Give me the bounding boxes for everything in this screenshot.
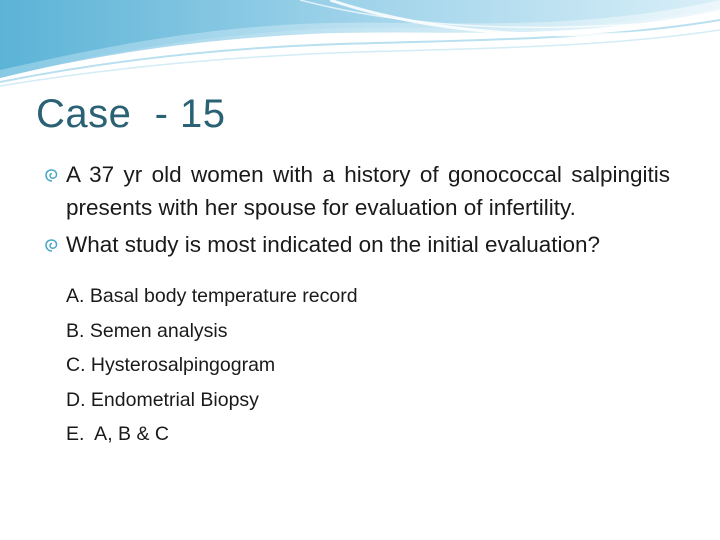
header-wave-decoration [0,0,720,90]
swirl-bullet-icon [44,167,60,183]
option-d: D. Endometrial Biopsy [66,388,259,411]
answer-options [44,279,670,452]
option-a: A. Basal body temperature record [66,285,358,307]
swirl-bullet-icon [44,237,60,253]
bullet-item [44,158,670,224]
option-c: C. Hysterosalpingogram [66,354,276,376]
slide-title: Case - 15 [36,92,226,136]
slide-content [44,158,670,452]
option-b: B. Semen analysis [66,319,228,342]
bullet-text: What study is most indicated on the initial evaluation? [66,232,601,257]
option-e: E. A, B & C [66,423,169,445]
bullet-text: A 37 yr old women with a history of gonococcal salpingitis presents with her spouse for evaluation of infertility. [66,162,670,220]
bullet-item [44,228,670,261]
